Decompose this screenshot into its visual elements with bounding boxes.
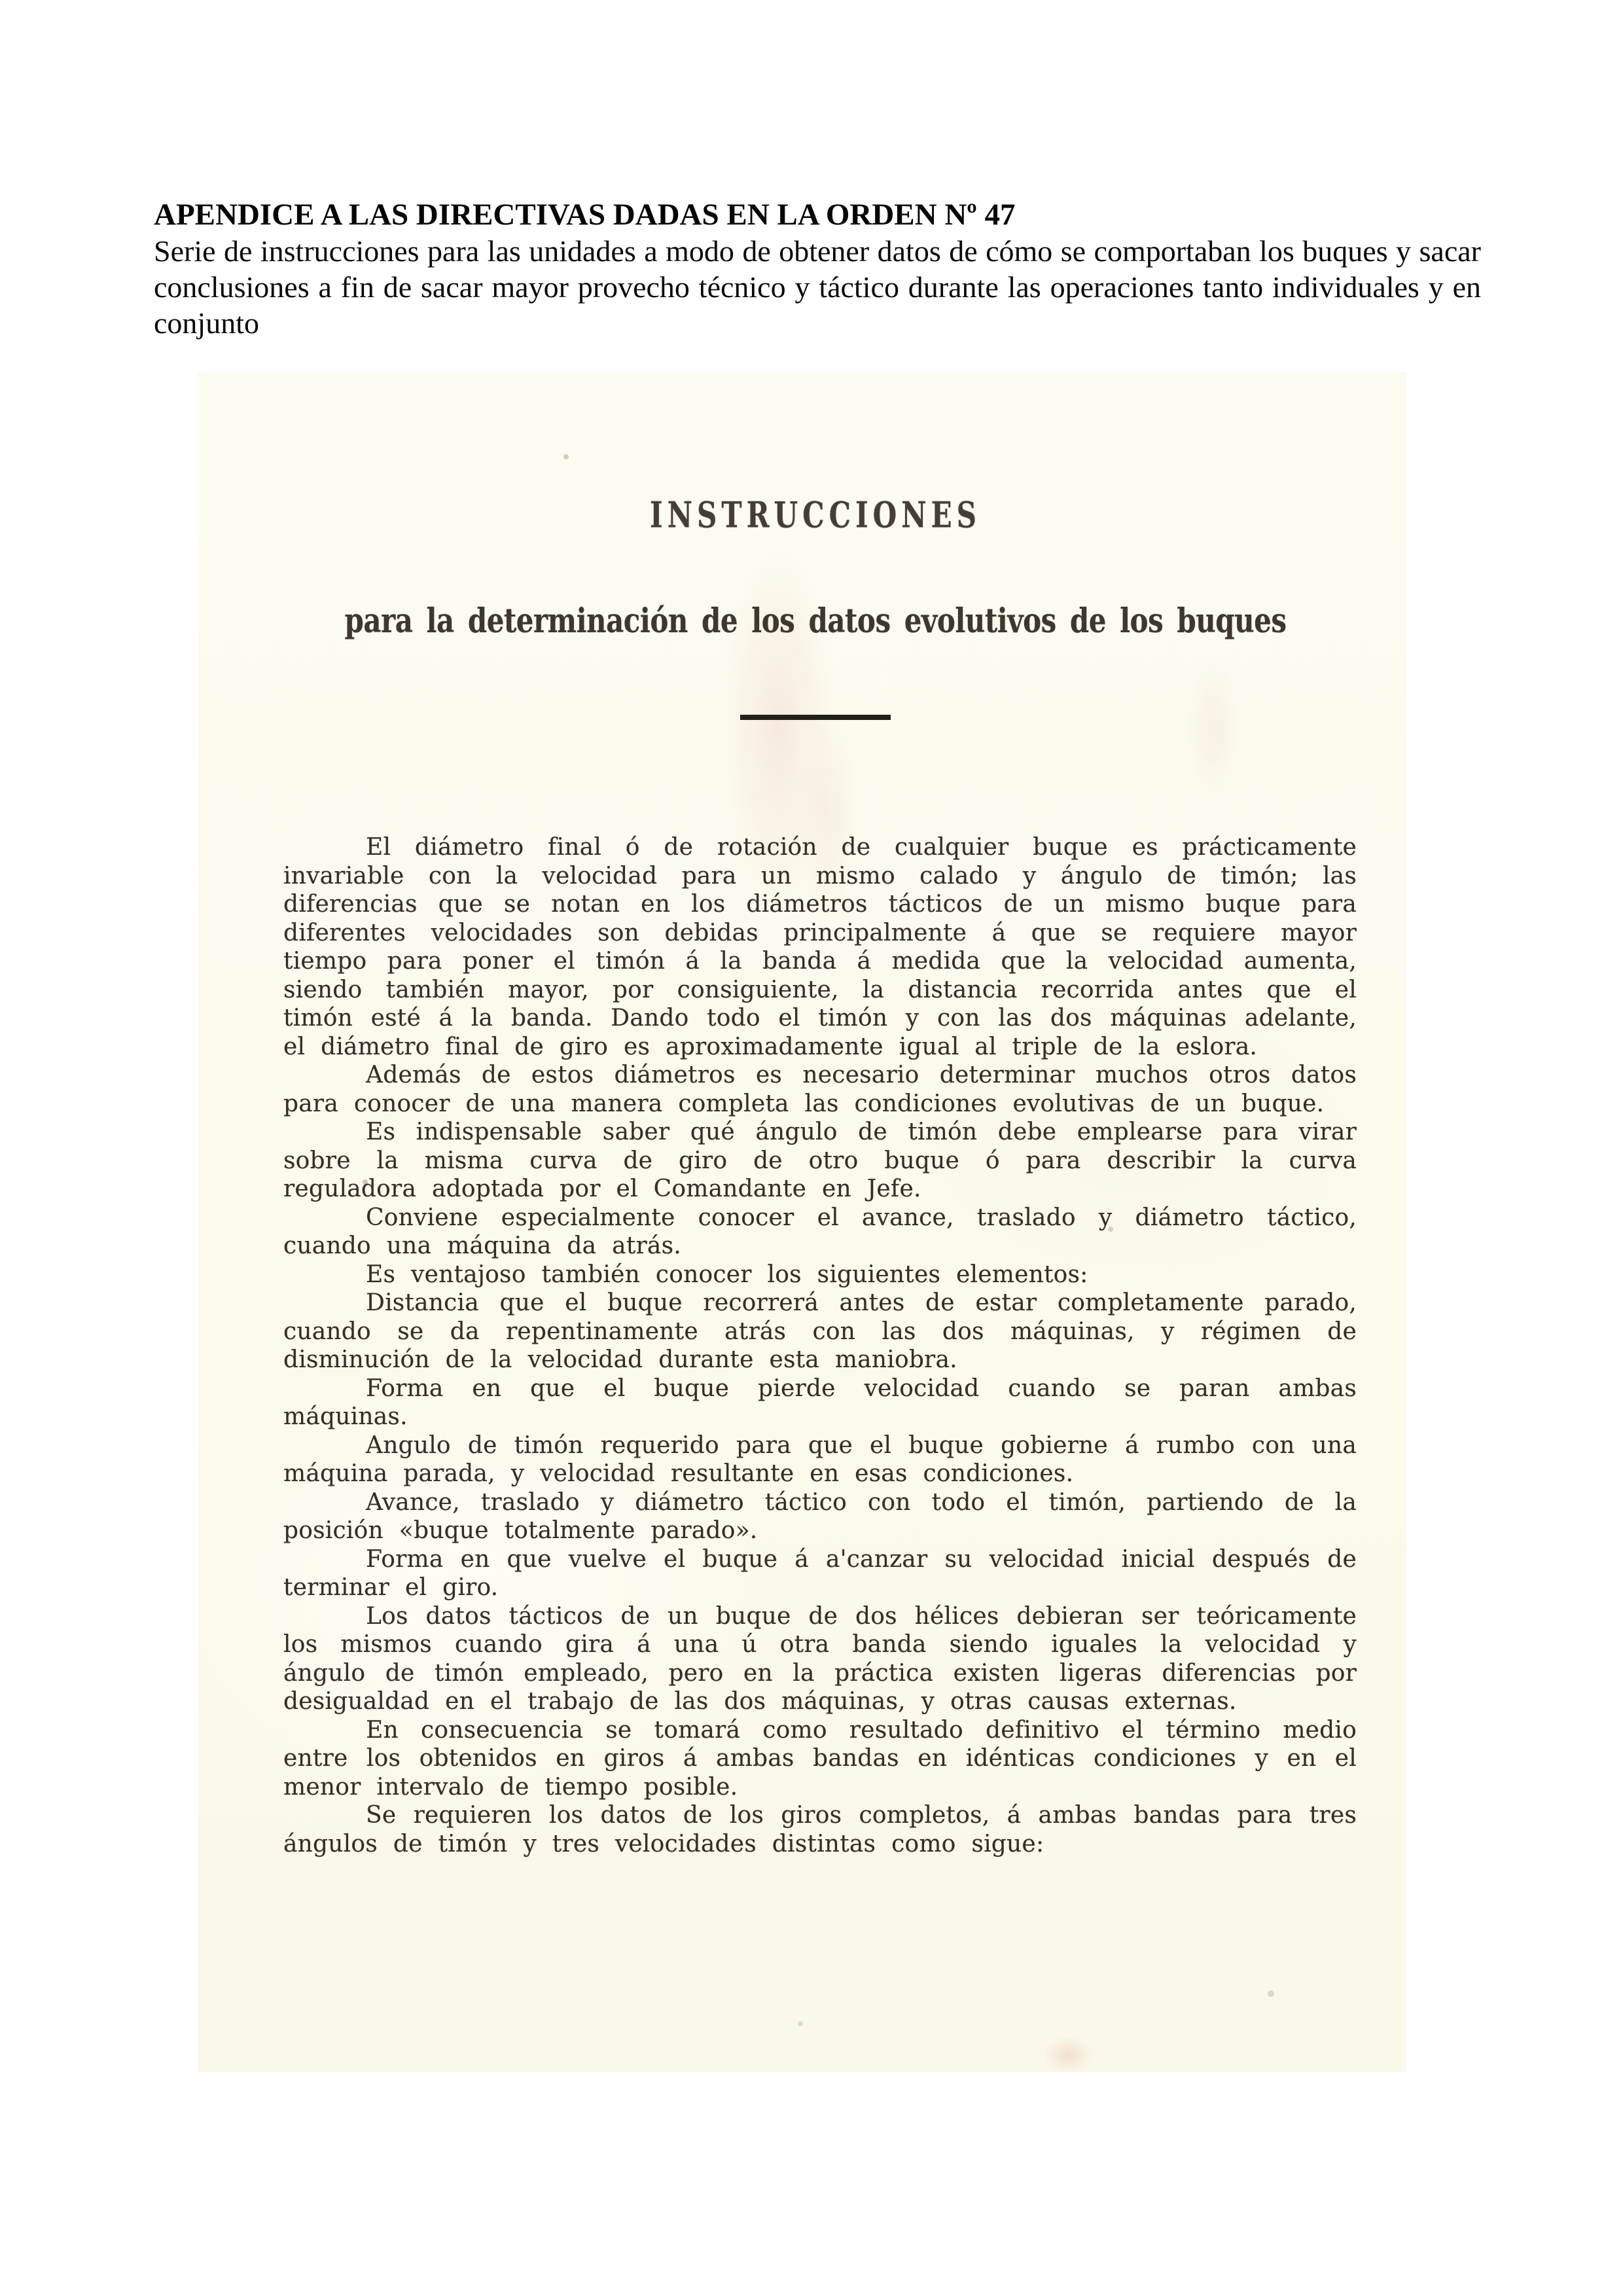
scan-paragraph: Es ventajoso también conocer los siguientes elementos: <box>366 1261 1088 1288</box>
scan-paragraph: Forma en que el buque pierde velocidad cuando se paran ambas máquinas. <box>283 1374 1357 1430</box>
header-title: APENDICE A LAS DIRECTIVAS DADAS EN LA ORDEN Nº 47 <box>154 198 1016 232</box>
header <box>154 196 1481 341</box>
scan-subtitle: para la determinación de los datos evolutivos de los buques <box>344 601 1287 641</box>
scan-paragraph: Los datos tácticos de un buque de dos hélices debieran ser teóricamente los mismos cuando gira á una ú otra banda siendo iguales la velocidad y ángulo de timón empleado, pero en la práctica existen ligeras diferencias por desigualdad en el trabajo de las dos máquinas, y otras causas externas. <box>283 1602 1357 1715</box>
scan-paragraph: El diámetro final ó de rotación de cualquier buque es prácticamente invariable con la velocidad para un mismo calado y ángulo de timón; las diferencias que se notan en los diámetros tácticos de un mismo buque para diferentes velocidades son debidas principalmente á que se requiere mayor tiempo para poner el timón á la banda á medida que la velocidad aumenta, siendo también mayor, por consiguiente, la distancia recorrida antes que el timón esté á la banda. Dando todo el timón y con las dos máquinas adelante, el diámetro final de giro es aproximadamente igual al triple de la eslora. <box>283 834 1357 1060</box>
scan-paragraph: Avance, traslado y diámetro táctico con todo el timón, partiendo de la posición «buque totalmente parado». <box>283 1488 1357 1544</box>
paper-specks <box>198 372 201 374</box>
scan-paragraph: Además de estos diámetros es necesario determinar muchos otros datos para conocer de una manera completa las condiciones evolutivas de un buque. <box>283 1062 1357 1117</box>
scan-paragraph: Forma en que vuelve el buque á a'canzar su velocidad inicial después de terminar el giro. <box>283 1545 1357 1601</box>
header-description: Serie de instrucciones para las unidades a modo de obtener datos de cómo se comportaban los buques y sacar conclusiones a fin de sacar mayor provecho técnico y táctico durante las operaciones tanto individuales y en conjunto <box>154 234 1481 340</box>
divider-rule <box>740 715 891 720</box>
scan-paragraph: Es indispensable saber qué ángulo de timón debe emplearse para virar sobre la misma curva de giro de otro buque ó para describir la curva reguladora adoptada por el Comandante en Jefe. <box>283 1119 1357 1202</box>
scan-paragraph: Angulo de timón requerido para que el buque gobierne á rumbo con una máquina parada, y velocidad resultante en esas condiciones. <box>283 1431 1357 1487</box>
scan-paragraph: En consecuencia se tomará como resultado definitivo el término medio entre los obtenidos en giros á ambas bandas en idénticas condiciones y en el menor intervalo de tiempo posible. <box>283 1716 1357 1801</box>
scan-paragraph: Conviene especialmente conocer el avance, traslado y diámetro táctico, cuando una máquina da atrás. <box>283 1204 1357 1259</box>
scanned-document <box>198 372 1406 2072</box>
scan-body <box>283 833 1357 1858</box>
scan-title: INSTRUCCIONES <box>650 493 981 536</box>
scan-paragraph: Distancia que el buque recorrerá antes de estar completamente parado, cuando se da repentinamente atrás con las dos máquinas, y régimen de disminución de la velocidad durante esta maniobra. <box>283 1289 1357 1373</box>
scan-paragraph: Se requieren los datos de los giros completos, á ambas bandas para tres ángulos de timón y tres velocidades distintas como sigue: <box>283 1802 1357 1857</box>
